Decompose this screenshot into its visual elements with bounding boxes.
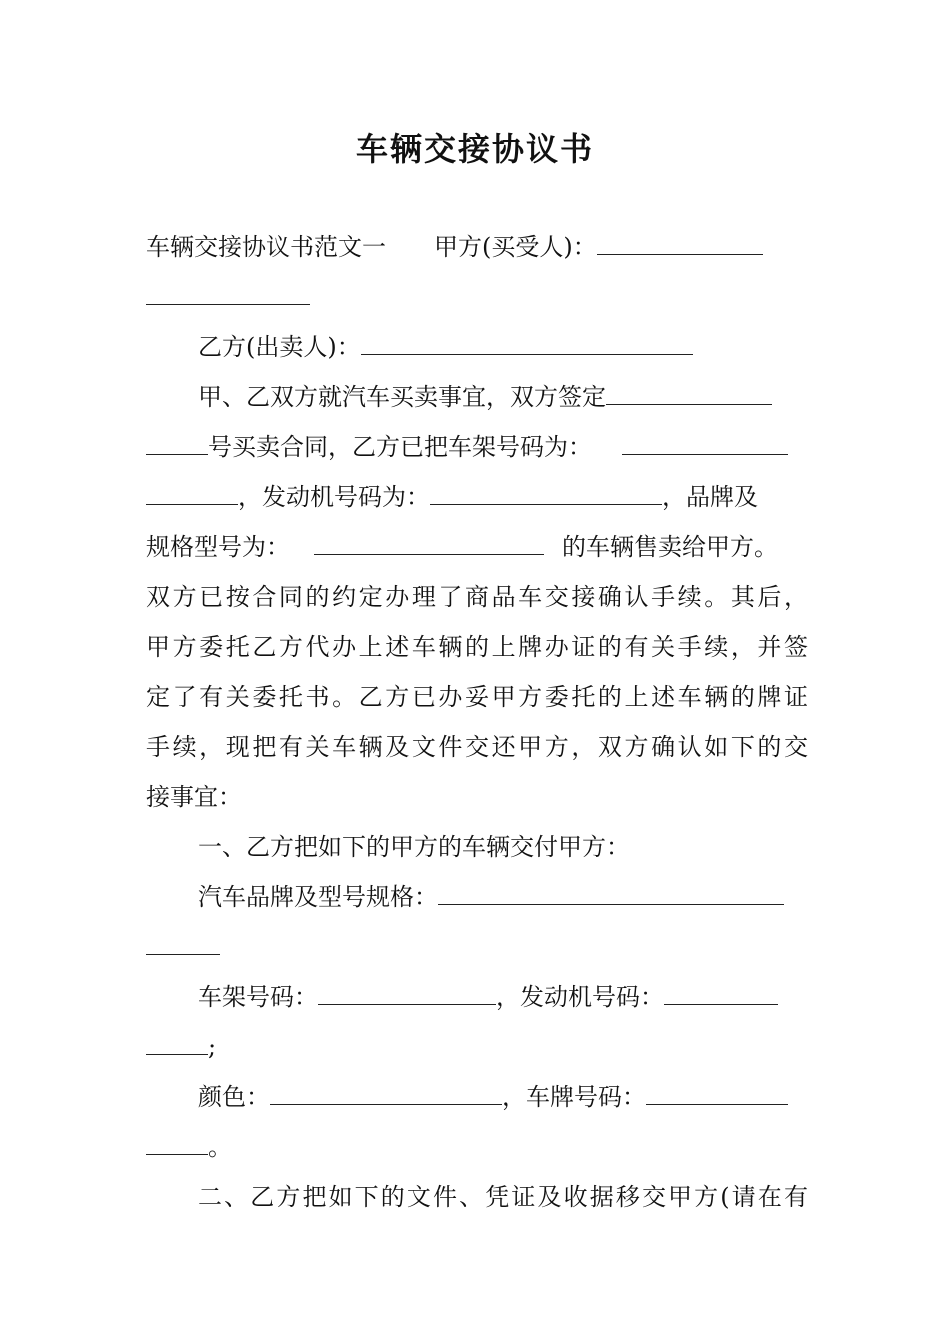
fill-blank[interactable]	[606, 374, 772, 405]
text-line-vin-engine	[198, 972, 808, 1022]
fill-blank[interactable]	[146, 924, 220, 955]
text-line-blank-continuation	[146, 272, 808, 322]
line-text: 规格型号为：	[146, 533, 290, 561]
fill-blank[interactable]	[438, 874, 784, 905]
paragraph-line: 接事宜：	[146, 783, 242, 811]
text-line-color-plate	[198, 1072, 808, 1122]
fill-blank[interactable]	[646, 1074, 788, 1105]
fill-blank[interactable]	[664, 974, 778, 1005]
fill-blank[interactable]	[361, 324, 693, 355]
line-text: ，品牌及	[662, 483, 758, 511]
text-line-blank-continuation	[146, 1122, 808, 1172]
text-line-vin	[146, 422, 808, 472]
line-text: 颜色：	[198, 1083, 270, 1111]
section-heading-two: 二、乙方把如下的文件、凭证及收据移交甲方(请在有	[198, 1183, 808, 1211]
fill-blank[interactable]	[146, 274, 310, 305]
text-line-blank-continuation	[146, 922, 808, 972]
fill-blank[interactable]	[146, 1124, 208, 1155]
fill-blank[interactable]	[430, 474, 662, 505]
text-line-blank-continuation	[146, 1022, 808, 1072]
fill-blank[interactable]	[270, 1074, 502, 1105]
line-text: 车架号码：	[198, 983, 318, 1011]
text-line-brand-model	[198, 872, 808, 922]
line-text: 乙方(出卖人)：	[198, 333, 361, 361]
paragraph-line: 定了有关委托书。乙方已办妥甲方委托的上述车辆的牌证	[146, 683, 808, 711]
text-line-model	[146, 522, 808, 572]
fill-blank[interactable]	[146, 1024, 208, 1055]
line-text: 。	[208, 1133, 232, 1161]
paragraph-line: 双方已按合同的约定办理了商品车交接确认手续。其后，	[146, 583, 808, 611]
line-text: 车辆交接协议书范文一 甲方(买受人)：	[146, 233, 597, 261]
fill-blank[interactable]	[597, 224, 763, 255]
fill-blank[interactable]	[146, 474, 238, 505]
fill-blank[interactable]	[622, 424, 788, 455]
line-text: 号买卖合同，乙方已把车架号码为：	[208, 433, 592, 461]
line-text: ;	[208, 1033, 217, 1061]
section-heading-one: 一、乙方把如下的甲方的车辆交付甲方：	[198, 833, 630, 861]
text-line-party-a	[146, 222, 808, 272]
text-line-contract	[198, 372, 808, 422]
text-line-party-b	[198, 322, 808, 372]
line-text: ，车牌号码：	[502, 1083, 646, 1111]
fill-blank[interactable]	[146, 424, 208, 455]
paragraph-line: 手续，现把有关车辆及文件交还甲方，双方确认如下的交	[146, 733, 808, 761]
line-text: 的车辆售卖给甲方。	[562, 533, 778, 561]
fill-blank[interactable]	[318, 974, 496, 1005]
line-text: ，发动机号码：	[496, 983, 664, 1011]
paragraph-line: 甲方委托乙方代办上述车辆的上牌办证的有关手续，并签	[146, 633, 808, 661]
fill-blank[interactable]	[314, 524, 544, 555]
text-line-engine	[146, 472, 808, 522]
document-title: 车辆交接协议书	[355, 130, 594, 168]
line-text: 甲、乙双方就汽车买卖事宜，双方签定	[198, 383, 606, 411]
line-text: ，发动机号码为：	[238, 483, 430, 511]
line-text: 汽车品牌及型号规格：	[198, 883, 438, 911]
